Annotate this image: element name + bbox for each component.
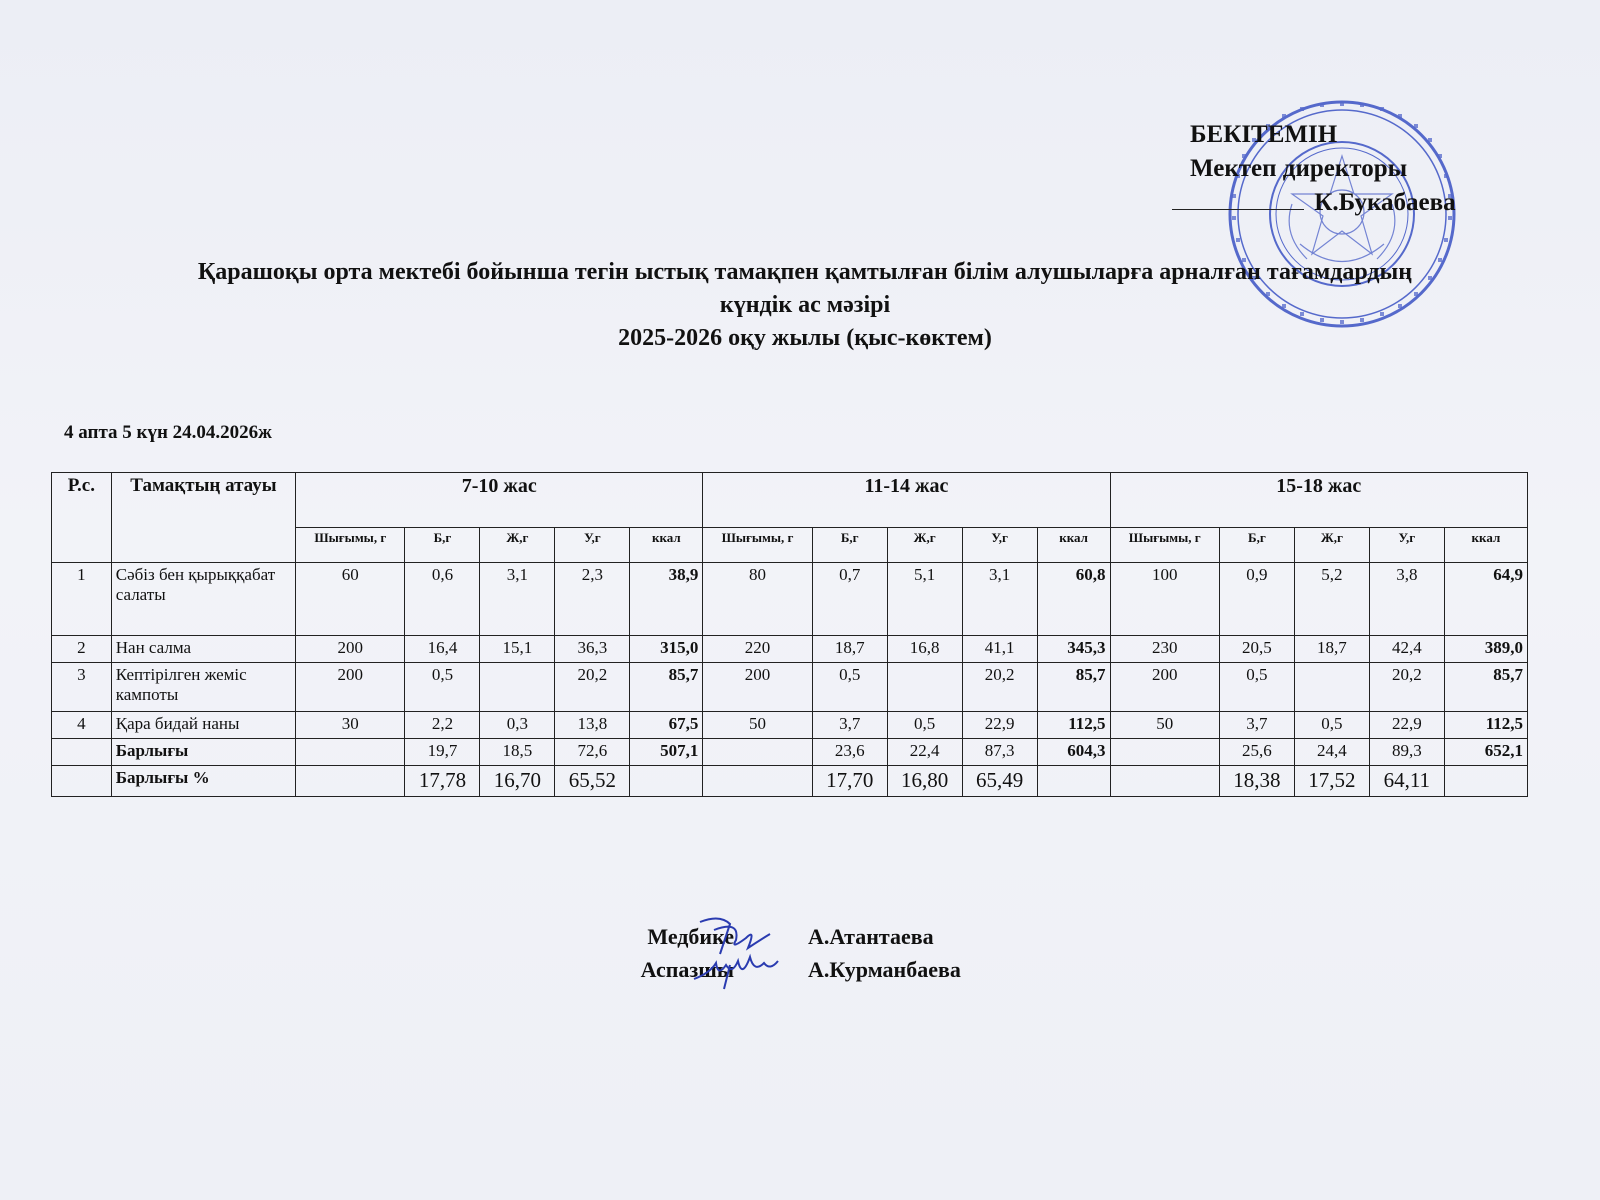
- cell-g3-protein: 20,5: [1219, 636, 1294, 663]
- cell-g1-fat: 16,70: [480, 766, 555, 797]
- cell-g1-yield: 60: [296, 563, 405, 636]
- cell-g2-kcal: 85,7: [1037, 663, 1110, 712]
- cell-g3-kcal: 64,9: [1444, 563, 1527, 636]
- cell-g1-kcal: 315,0: [630, 636, 703, 663]
- header-group-1: 7-10 жас: [296, 473, 703, 528]
- cell-g2-yield: 220: [703, 636, 812, 663]
- cell-g3-yield: 200: [1110, 663, 1219, 712]
- table-row: [52, 663, 1528, 712]
- cell-g1-protein: 17,78: [405, 766, 480, 797]
- cell-g2-kcal: 604,3: [1037, 739, 1110, 766]
- cell-g1-kcal: 67,5: [630, 712, 703, 739]
- subheader-carbs-g1: У,г: [555, 528, 630, 563]
- cell-g3-carbs: 20,2: [1369, 663, 1444, 712]
- cell-g2-fat: 5,1: [887, 563, 962, 636]
- cell-g2-protein: 17,70: [812, 766, 887, 797]
- approval-signature-line: [1172, 186, 1456, 220]
- approval-title: БЕКІТЕМІН: [1190, 121, 1338, 148]
- table-row: [52, 636, 1528, 663]
- cell-g2-protein: 3,7: [812, 712, 887, 739]
- cell-g3-fat: [1294, 663, 1369, 712]
- cell-g1-kcal: [630, 766, 703, 797]
- cell-g1-kcal: 507,1: [630, 739, 703, 766]
- cell-g1-carbs: 36,3: [555, 636, 630, 663]
- cell-g1-fat: 3,1: [480, 563, 555, 636]
- menu-table: [51, 472, 1528, 797]
- percent-label: Барлығы %: [111, 766, 295, 797]
- cell-g2-kcal: 60,8: [1037, 563, 1110, 636]
- cell-g2-fat: 16,8: [887, 636, 962, 663]
- cell-g3-kcal: 85,7: [1444, 663, 1527, 712]
- menu-date: 4 апта 5 күн 24.04.2026ж: [64, 422, 272, 443]
- cell-g3-protein: 18,38: [1219, 766, 1294, 797]
- cell-g1-yield: 200: [296, 636, 405, 663]
- cell-g3-protein: 3,7: [1219, 712, 1294, 739]
- subheader-fat-g3: Ж,г: [1294, 528, 1369, 563]
- row-index: 4: [52, 712, 112, 739]
- cell-g2-yield: 80: [703, 563, 812, 636]
- cell-g2-protein: 23,6: [812, 739, 887, 766]
- approval-block: [1190, 118, 1456, 220]
- table-row: [52, 712, 1528, 739]
- title-line-1: Қарашоқы орта мектебі бойынша тегін ыстық тамақпен қамтылған білім алушыларға арналған тағамдардың: [197, 259, 1413, 285]
- cook-role: Аспазшы: [640, 957, 734, 982]
- cell-g1-yield: 30: [296, 712, 405, 739]
- cell-g1-fat: 0,3: [480, 712, 555, 739]
- cell-g1-carbs: 20,2: [555, 663, 630, 712]
- cell-g2-carbs: 65,49: [962, 766, 1037, 797]
- row-index: 3: [52, 663, 112, 712]
- cell-g2-yield: 50: [703, 712, 812, 739]
- cell-g1-carbs: 2,3: [555, 563, 630, 636]
- cell-g3-fat: 5,2: [1294, 563, 1369, 636]
- cell-g2-fat: [887, 663, 962, 712]
- cell-g2-yield: [703, 739, 812, 766]
- subheader-kcal-g3: ккал: [1444, 528, 1527, 563]
- cell-g3-fat: 17,52: [1294, 766, 1369, 797]
- total-label: Барлығы: [111, 739, 295, 766]
- dish-name: Нан салма: [111, 636, 295, 663]
- signatures-block: [560, 920, 980, 986]
- subheader-protein-g3: Б,г: [1219, 528, 1294, 563]
- signature-underline: [1172, 209, 1304, 210]
- total-row: [52, 739, 1528, 766]
- approval-position: Мектеп директоры: [1190, 155, 1408, 182]
- table-row: [52, 563, 1528, 636]
- cell-g2-carbs: 41,1: [962, 636, 1037, 663]
- cell-g2-kcal: [1037, 766, 1110, 797]
- row-index: 2: [52, 636, 112, 663]
- cell-g3-carbs: 89,3: [1369, 739, 1444, 766]
- cell-g1-yield: [296, 766, 405, 797]
- header-dish-name: Тамақтың атауы: [111, 473, 295, 563]
- subheader-carbs-g2: У,г: [962, 528, 1037, 563]
- cell-g3-kcal: 389,0: [1444, 636, 1527, 663]
- cell-g2-carbs: 3,1: [962, 563, 1037, 636]
- cell-g2-carbs: 22,9: [962, 712, 1037, 739]
- cell-g2-protein: 18,7: [812, 636, 887, 663]
- cell-g1-carbs: 13,8: [555, 712, 630, 739]
- cell-g3-protein: 0,9: [1219, 563, 1294, 636]
- cell-g1-protein: 16,4: [405, 636, 480, 663]
- header-group-3: 15-18 жас: [1110, 473, 1527, 528]
- cell-g1-fat: [480, 663, 555, 712]
- cell-g3-yield: [1110, 766, 1219, 797]
- cell-g2-fat: 16,80: [887, 766, 962, 797]
- cell-g3-kcal: 652,1: [1444, 739, 1527, 766]
- cook-row: [560, 953, 980, 986]
- empty-index: [52, 766, 112, 797]
- cell-g1-yield: 200: [296, 663, 405, 712]
- cell-g3-fat: 24,4: [1294, 739, 1369, 766]
- cell-g3-protein: 25,6: [1219, 739, 1294, 766]
- header-index: Р.с.: [52, 473, 112, 563]
- cell-g3-kcal: [1444, 766, 1527, 797]
- title-line-2: күндік ас мәзірі: [719, 292, 891, 318]
- dish-name: Кептірілген жеміс кампоты: [111, 663, 295, 712]
- cell-g2-protein: 0,5: [812, 663, 887, 712]
- subheader-kcal-g2: ккал: [1037, 528, 1110, 563]
- cell-g2-fat: 0,5: [887, 712, 962, 739]
- nurse-name: А.Атантаева: [808, 924, 934, 949]
- cell-g3-carbs: 3,8: [1369, 563, 1444, 636]
- cell-g1-fat: 15,1: [480, 636, 555, 663]
- cell-g2-kcal: 345,3: [1037, 636, 1110, 663]
- subheader-fat-g2: Ж,г: [887, 528, 962, 563]
- row-index: 1: [52, 563, 112, 636]
- cell-g2-carbs: 87,3: [962, 739, 1037, 766]
- title-line-3: 2025-2026 оқу жылы (қыс-көктем): [618, 325, 992, 351]
- cell-g3-carbs: 64,11: [1369, 766, 1444, 797]
- cell-g3-carbs: 22,9: [1369, 712, 1444, 739]
- cell-g1-kcal: 85,7: [630, 663, 703, 712]
- subheader-yield-g3: Шығымы, г: [1110, 528, 1219, 563]
- cell-g1-carbs: 65,52: [555, 766, 630, 797]
- subheader-carbs-g3: У,г: [1369, 528, 1444, 563]
- cell-g1-protein: 2,2: [405, 712, 480, 739]
- dish-name: Сәбіз бен қырыққабат салаты: [111, 563, 295, 636]
- cell-g3-kcal: 112,5: [1444, 712, 1527, 739]
- empty-index: [52, 739, 112, 766]
- cell-g2-carbs: 20,2: [962, 663, 1037, 712]
- cell-g3-protein: 0,5: [1219, 663, 1294, 712]
- cell-g1-protein: 0,6: [405, 563, 480, 636]
- cell-g3-fat: 0,5: [1294, 712, 1369, 739]
- cook-name: А.Курманбаева: [808, 957, 961, 982]
- cell-g3-yield: 50: [1110, 712, 1219, 739]
- percent-row: [52, 766, 1528, 797]
- cell-g3-yield: [1110, 739, 1219, 766]
- subheader-fat-g1: Ж,г: [480, 528, 555, 563]
- cook-signature: [690, 943, 780, 993]
- subheader-yield-g1: Шығымы, г: [296, 528, 405, 563]
- cell-g1-kcal: 38,9: [630, 563, 703, 636]
- cell-g3-carbs: 42,4: [1369, 636, 1444, 663]
- cell-g2-protein: 0,7: [812, 563, 887, 636]
- cell-g1-yield: [296, 739, 405, 766]
- cell-g2-kcal: 112,5: [1037, 712, 1110, 739]
- cell-g1-carbs: 72,6: [555, 739, 630, 766]
- subheader-protein-g1: Б,г: [405, 528, 480, 563]
- subheader-yield-g2: Шығымы, г: [703, 528, 812, 563]
- cell-g1-protein: 19,7: [405, 739, 480, 766]
- cell-g2-yield: [703, 766, 812, 797]
- cell-g3-yield: 100: [1110, 563, 1219, 636]
- document-title: [40, 256, 1570, 355]
- subheader-kcal-g1: ккал: [630, 528, 703, 563]
- header-group-2: 11-14 жас: [703, 473, 1110, 528]
- cell-g2-fat: 22,4: [887, 739, 962, 766]
- cell-g1-fat: 18,5: [480, 739, 555, 766]
- cell-g3-fat: 18,7: [1294, 636, 1369, 663]
- subheader-protein-g2: Б,г: [812, 528, 887, 563]
- dish-name: Қара бидай наны: [111, 712, 295, 739]
- cell-g1-protein: 0,5: [405, 663, 480, 712]
- cell-g2-yield: 200: [703, 663, 812, 712]
- menu-body: [52, 563, 1528, 797]
- cell-g3-yield: 230: [1110, 636, 1219, 663]
- nurse-role: Медбике: [647, 924, 734, 949]
- director-name: К.Букабаева: [1314, 189, 1456, 216]
